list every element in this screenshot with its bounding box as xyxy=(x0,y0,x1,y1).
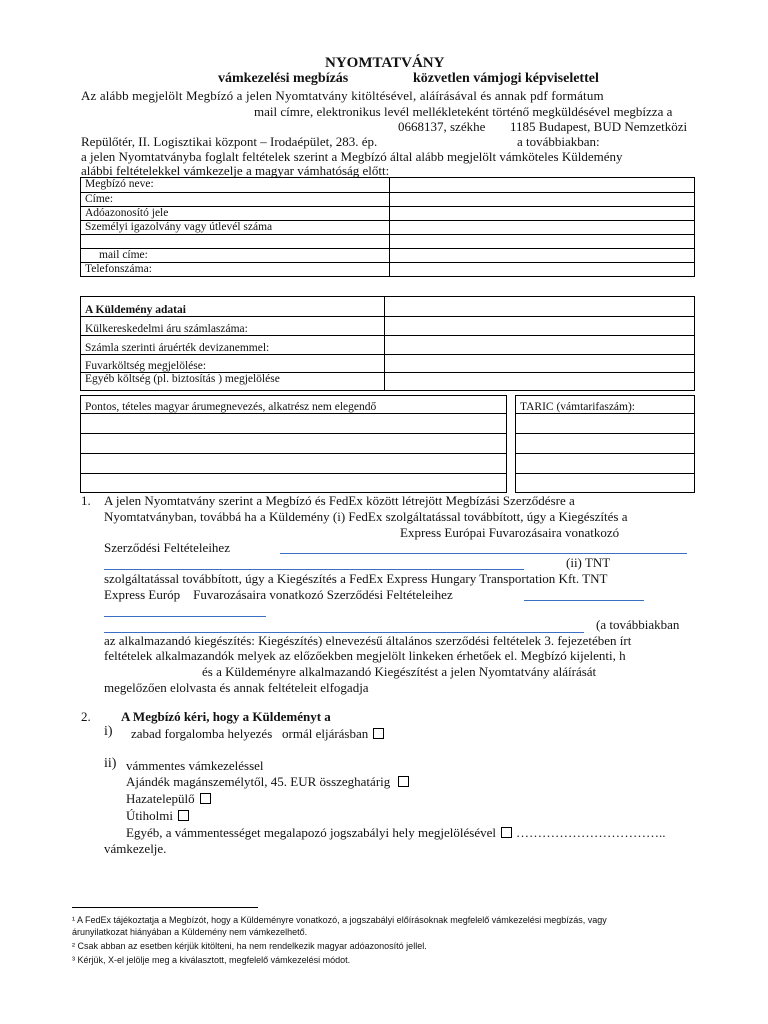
table-row xyxy=(81,336,695,355)
shipment-table xyxy=(80,296,695,391)
shipment-other-field[interactable] xyxy=(385,373,695,391)
client-phone-label: Telefonszáma: xyxy=(81,263,390,277)
table-row xyxy=(516,434,695,454)
shipment-value-label: Számla szerinti áruérték devizanemmel: xyxy=(81,336,385,355)
section-1-line: az alkalmazandó kiegészítés: Kiegészítés) elnevezésű általános szerződési feltételek 3. fejezetében írt xyxy=(104,633,632,648)
table-row xyxy=(81,263,695,277)
client-address-label: Címe: xyxy=(81,193,390,207)
option-i-checkbox[interactable] xyxy=(373,728,384,739)
option-other-checkbox[interactable] xyxy=(501,827,512,838)
section-2-heading: A Megbízó kéri, hogy a Küldeményt a xyxy=(121,709,331,724)
option-resettler xyxy=(126,791,211,806)
intro-line-3b: 1185 Budapest, BUD Nemzetközi xyxy=(510,119,688,134)
section-1-line: megelőzően elolvasta és annak feltételeit elfogadja xyxy=(104,680,369,695)
section-1-line: Express Európai Fuvarozásaira vonatkozó xyxy=(400,525,620,540)
taric-header: TARIC (vámtarifaszám): xyxy=(516,396,695,414)
page-subtitle-right: közvetlen vámjogi képviselettel xyxy=(413,71,599,86)
footnote-1: ¹ A FedEx tájékoztatja a Megbízót, hogy a Küldeményre vonatkozó, a jogszabályi előírásoknak megfelelő vámkezelési megbízás, vagy xyxy=(72,915,607,925)
option-luggage-label: Útiholmi xyxy=(126,808,173,823)
client-phone-field[interactable] xyxy=(390,263,695,277)
table-row xyxy=(516,474,695,493)
table-row xyxy=(81,193,695,207)
section-1-line: Nyomtatványban, továbbá ha a Küldemény (i) FedEx szolgáltatással továbbított, úgy a Kiegészítés a xyxy=(104,509,628,524)
client-blank-label xyxy=(81,235,390,249)
table-row xyxy=(516,396,695,414)
client-idcard-field[interactable] xyxy=(390,221,695,235)
client-blank-field[interactable] xyxy=(390,235,695,249)
option-ii-text: vámmentes vámkezeléssel xyxy=(126,758,264,773)
option-other xyxy=(126,825,666,840)
shipment-invoice-field[interactable] xyxy=(385,317,695,336)
shipment-heading-field xyxy=(385,297,695,317)
client-name-label: Megbízó neve: xyxy=(81,178,390,193)
section-1-line: Szerződési Feltételeihez xyxy=(104,540,230,555)
taric-field[interactable] xyxy=(516,414,695,434)
table-row xyxy=(81,454,507,474)
client-email-label: mail címe: xyxy=(81,249,390,263)
intro-line-4b: a továbbiakban: xyxy=(517,134,600,149)
link-underline[interactable] xyxy=(524,600,644,601)
table-row xyxy=(516,454,695,474)
table-row xyxy=(81,178,695,193)
shipment-value-field[interactable] xyxy=(385,336,695,355)
intro-line-2: mail címre, elektronikus levél mellékleteként történő megküldésével megbízza a xyxy=(254,104,673,119)
table-row xyxy=(81,317,695,336)
option-luggage-checkbox[interactable] xyxy=(178,810,189,821)
table-row xyxy=(81,373,695,391)
table-row xyxy=(81,221,695,235)
taric-table xyxy=(515,395,695,493)
option-gift xyxy=(126,774,409,789)
section-1-line: szolgáltatással továbbított, úgy a Kiegészítés a FedEx Express Hungary Transportation Kft. TNT xyxy=(104,571,608,586)
link-underline[interactable] xyxy=(104,616,266,617)
table-row xyxy=(81,297,695,317)
shipment-other-label: Egyéb költség (pl. biztosítás ) megjelölése xyxy=(81,373,385,391)
table-row xyxy=(81,249,695,263)
shipment-freight-field[interactable] xyxy=(385,355,695,373)
link-underline[interactable] xyxy=(280,553,687,554)
table-row xyxy=(81,235,695,249)
table-row xyxy=(516,414,695,434)
option-i-text xyxy=(131,726,384,741)
client-email-field[interactable] xyxy=(390,249,695,263)
goods-description-field[interactable] xyxy=(81,414,507,434)
footnote-2: ² Csak abban az esetben kérjük kitölteni, ha nem rendelkezik magyar adóazonosító jellel. xyxy=(72,941,427,951)
client-name-field[interactable] xyxy=(390,178,695,193)
shipment-invoice-label: Külkereskedelmi áru számlaszáma: xyxy=(81,317,385,336)
section-2-number: 2. xyxy=(81,709,91,724)
option-i-label: i) xyxy=(104,724,113,739)
intro-line-1: Az alább megjelölt Megbízó a jelen Nyomtatvány kitöltésével, aláírásával és annak pdf formátum xyxy=(81,88,604,103)
section-1-line: feltételek alkalmazandók melyek az előzőekben megjelölt linkeken érhetőek el. Megbízó kijelenti, h xyxy=(104,648,626,663)
table-row xyxy=(81,396,507,414)
link-underline[interactable] xyxy=(104,569,524,570)
section-1-number: 1. xyxy=(81,493,91,508)
shipment-freight-label: Fuvarköltség megjelölése: xyxy=(81,355,385,373)
option-luggage xyxy=(126,808,189,823)
section-1-line: (a továbbiakban xyxy=(596,617,680,632)
table-row xyxy=(81,434,507,454)
section-1-line: Express Európ Fuvarozásaira vonatkozó Szerződési Feltételeihez xyxy=(104,587,453,602)
goods-description-table xyxy=(80,395,507,493)
client-table xyxy=(80,177,695,277)
table-row xyxy=(81,474,507,493)
section-1-line: A jelen Nyomtatvány szerint a Megbízó és FedEx között létrejött Megbízási Szerződésre a xyxy=(104,493,575,508)
intro-line-4a: Repülőtér, II. Logisztikai központ – Irodaépület, 283. ép. xyxy=(81,134,378,149)
table-row xyxy=(81,355,695,373)
footnote-3: ³ Kérjük, X-el jelölje meg a kiválasztott, megfelelő vámkezelési módot. xyxy=(72,955,351,965)
option-other-label: Egyéb, a vámmentességet megalapozó jogszabályi hely megjelölésével xyxy=(126,825,497,840)
option-other-dots[interactable]: …………………………….. xyxy=(516,825,666,840)
option-gift-checkbox[interactable] xyxy=(398,776,409,787)
option-gift-label: Ajándék magánszemélytől, 45. EUR összeghatárig xyxy=(126,774,391,789)
table-row xyxy=(81,414,507,434)
goods-description-field[interactable] xyxy=(81,474,507,493)
footnote-1-cont: árunyilatkozat hiányában a Küldemény nem vámkezelhető. xyxy=(72,927,308,937)
option-resettler-label: Hazatelepülő xyxy=(126,791,195,806)
intro-line-5: a jelen Nyomtatványba foglalt feltételek szerint a Megbízó által alább megjelölt vámköteles Küldemény xyxy=(81,149,623,164)
taric-field[interactable] xyxy=(516,434,695,454)
goods-description-header: Pontos, tételes magyar árumegnevezés, alkatrész nem elegendő xyxy=(81,396,507,414)
client-taxid-label: Adóazonosító jele xyxy=(81,207,390,221)
option-ii-label: ii) xyxy=(104,756,117,771)
table-row xyxy=(81,207,695,221)
client-address-field[interactable] xyxy=(390,193,695,207)
page-title: NYOMTATVÁNY xyxy=(325,55,445,71)
shipment-heading: A Küldemény adatai xyxy=(81,297,385,317)
option-resettler-checkbox[interactable] xyxy=(200,793,211,804)
page-subtitle-left: vámkezelési megbízás xyxy=(218,71,349,86)
taric-field[interactable] xyxy=(516,454,695,474)
goods-description-field[interactable] xyxy=(81,454,507,474)
section-1-line: (ii) TNT xyxy=(566,555,611,570)
intro-line-6: alábbi feltételekkel vámkezelje a magyar vámhatóság előtt: xyxy=(81,163,390,178)
section-1-line: és a Küldeményre alkalmazandó Kiegészítést a jelen Nyomtatvány aláírását xyxy=(202,664,597,679)
client-taxid-field[interactable] xyxy=(390,207,695,221)
goods-description-field[interactable] xyxy=(81,434,507,454)
section-2-tail: vámkezelje. xyxy=(104,841,167,856)
taric-field[interactable] xyxy=(516,474,695,493)
option-i-label-text: zabad forgalomba helyezés ormál eljárásban xyxy=(131,726,369,741)
client-idcard-label: Személyi igazolvány vagy útlevél száma xyxy=(81,221,390,235)
intro-line-3a: 0668137, székhe xyxy=(398,119,486,134)
footnote-separator xyxy=(72,907,258,908)
